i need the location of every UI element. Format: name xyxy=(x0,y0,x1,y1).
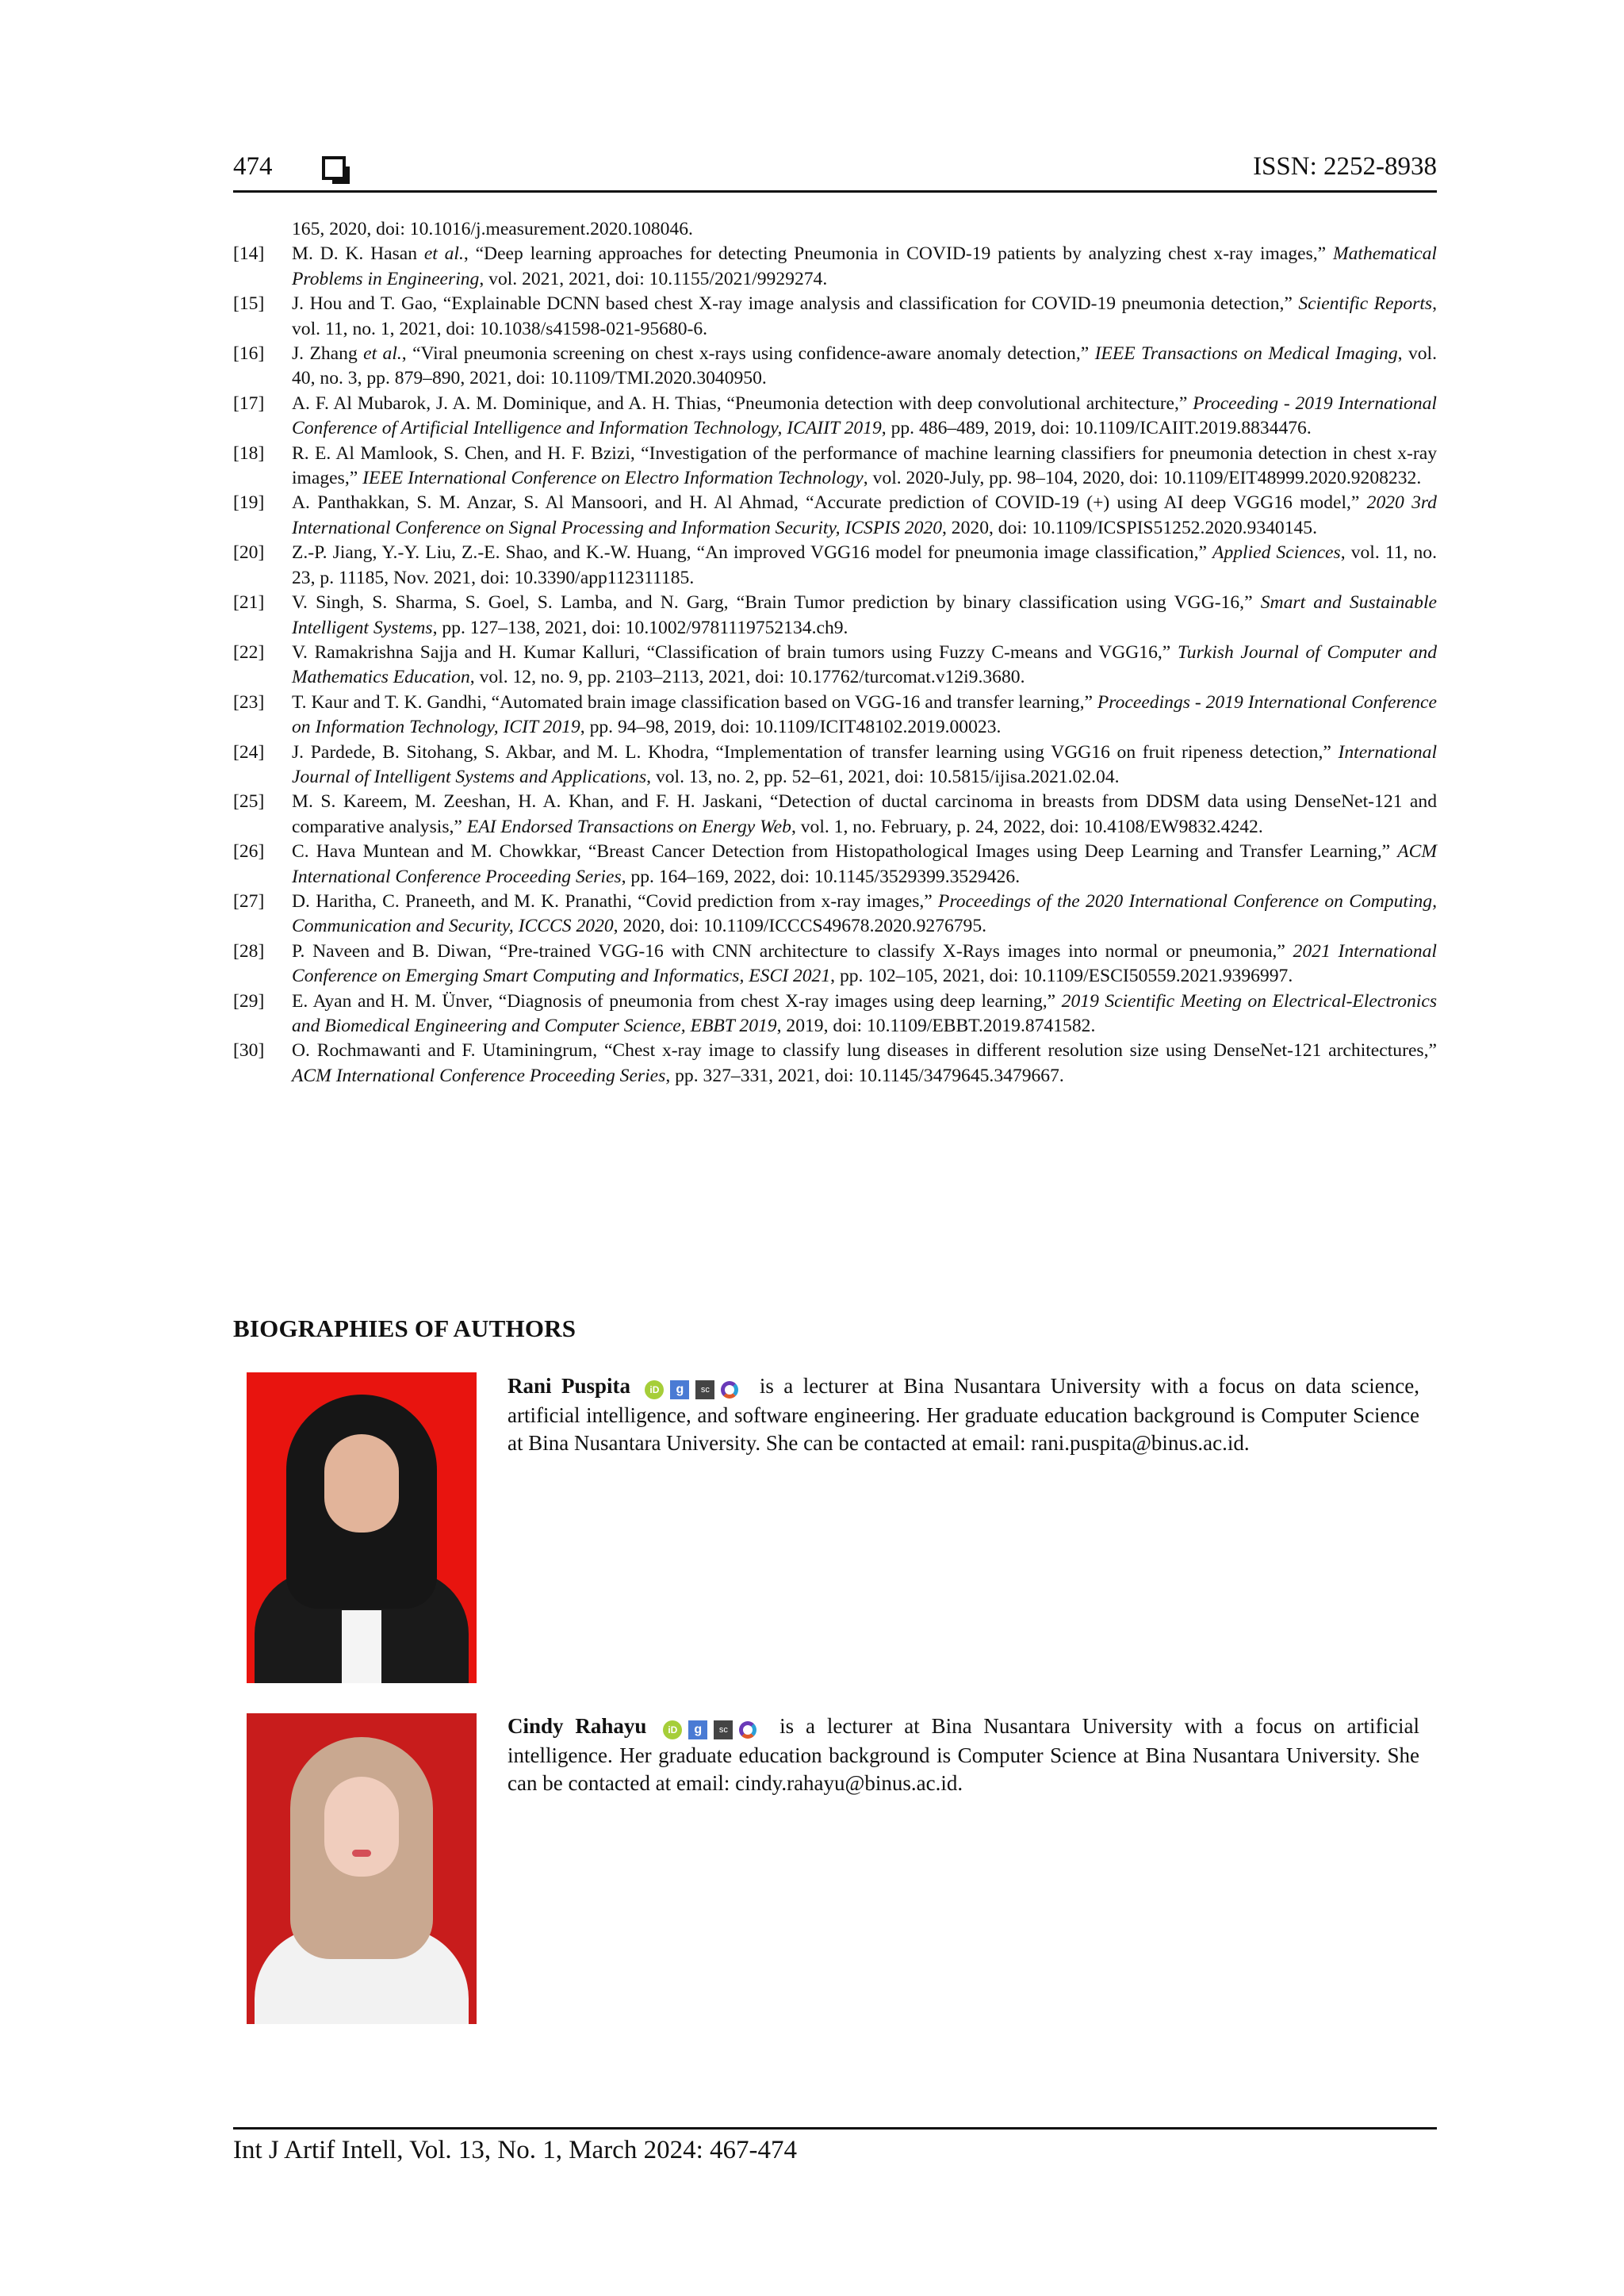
reference-number: [15] xyxy=(233,293,265,315)
reference-number: [21] xyxy=(233,592,265,614)
author-profile-icons xyxy=(645,1375,745,1402)
reference-item xyxy=(233,392,1437,442)
reference-segment: Z.-P. Jiang, Y.-Y. Liu, Z.-E. Shao, and K.-W. Huang, “An improved VGG16 model for pneumonia image classification,” xyxy=(292,542,1213,564)
reference-text xyxy=(292,1039,1437,1089)
reference-item xyxy=(233,591,1437,641)
reference-segment: , vol. 13, no. 2, pp. 52–61, 2021, doi: 10.5815/ijisa.2021.02.04. xyxy=(646,766,1120,787)
reference-venue: Scientific Reports xyxy=(1298,293,1433,315)
reference-text xyxy=(292,242,1437,292)
reference-segment: , 2020, doi: 10.1109/ICCCS49678.2020.9276795. xyxy=(613,916,987,937)
reference-number: [16] xyxy=(233,343,265,365)
footer-rule xyxy=(233,2127,1437,2130)
author-photo-cindy-rahayu xyxy=(247,1713,477,2024)
author-name: Rani Puspita xyxy=(508,1374,630,1398)
publons-icon[interactable] xyxy=(721,1381,738,1399)
issn-label: ISSN: 2252-8938 xyxy=(1253,152,1437,181)
google-scholar-icon[interactable]: g xyxy=(670,1380,689,1399)
reference-segment: J. Hou and T. Gao, “Explainable DCNN based chest X-ray image analysis and classification for COVID-19 pneumonia detection,” xyxy=(292,293,1299,315)
author-bio-rani-puspita xyxy=(508,1372,1419,1456)
reference-item xyxy=(233,1039,1437,1089)
reference-item xyxy=(233,890,1437,939)
reference-venue: 2021 International Conference on Emerging Smart Computing and Informatics, ESCI 2021 xyxy=(292,940,1437,987)
author-bio-text: is a lecturer at Bina Nusantara University with a focus on data science, artificial intelligence, and software engineering. Her graduate education background is Computer Science at Bina Nusantara University. She can be contacted at email: rani.puspita@binus.ac.id. xyxy=(508,1374,1420,1455)
header-rule xyxy=(233,190,1437,193)
reference-segment: R. E. Al Mamlook, S. Chen, and H. F. Bzizi, “Investigation of the performance of machine learning classifiers for pneumonia detection in chest x-ray images,” xyxy=(292,442,1437,489)
reference-segment: E. Ayan and H. M. Ünver, “Diagnosis of pneumonia from chest X-ray images using deep learning,” xyxy=(292,990,1062,1012)
reference-number: [30] xyxy=(233,1040,265,1062)
reference-item xyxy=(233,939,1437,989)
reference-item xyxy=(233,641,1437,691)
author-name: Cindy Rahayu xyxy=(508,1714,647,1738)
reference-segment: , vol. 2021, 2021, doi: 10.1155/2021/9929274. xyxy=(479,268,828,289)
reference-segment: , pp. 94–98, 2019, doi: 10.1109/ICIT48102.2019.00023. xyxy=(580,717,1002,738)
reference-segment: D. Haritha, C. Praneeth, and M. K. Pranathi, “Covid prediction from x-ray images,” xyxy=(292,890,939,912)
reference-venue: IEEE International Conference on Electro Information Technology xyxy=(362,468,864,489)
reference-number: [28] xyxy=(233,940,265,962)
reference-text xyxy=(292,292,1437,342)
reference-number: [20] xyxy=(233,542,265,564)
reference-item xyxy=(233,840,1437,890)
reference-venue: Applied Sciences xyxy=(1212,542,1341,564)
reference-segment: A. F. Al Mubarok, J. A. M. Dominique, and A. H. Thias, “Pneumonia detection with deep convolutional architecture,” xyxy=(292,392,1193,414)
reference-venue: 2019 Scientific Meeting on Electrical-Electronics and Biomedical Engineering and Computer Science, EBBT 2019 xyxy=(292,990,1438,1036)
page-number: 474 xyxy=(233,152,273,181)
reference-text xyxy=(292,491,1437,541)
reference-venue: Turkish Journal of Computer and Mathematics Education xyxy=(292,641,1437,688)
reference-segment: , vol. 11, no. 23, p. 11185, Nov. 2021, doi: 10.3390/app112311185. xyxy=(292,542,1437,588)
reference-segment: , vol. 1, no. February, p. 24, 2022, doi: 10.4108/EW9832.4242. xyxy=(791,816,1263,837)
biographies-heading: BIOGRAPHIES OF AUTHORS xyxy=(233,1314,576,1342)
reference-segment: V. Singh, S. Sharma, S. Goel, S. Lamba, and N. Garg, “Brain Tumor prediction by binary classification using VGG-16,” xyxy=(292,592,1261,614)
author-photo-rani-puspita xyxy=(247,1372,477,1683)
reference-segment: , pp. 164–169, 2022, doi: 10.1145/3529399.3529426. xyxy=(621,866,1021,887)
reference-segment: , vol. 11, no. 1, 2021, doi: 10.1038/s41598-021-95680-6. xyxy=(292,293,1437,339)
reference-item xyxy=(233,242,1437,292)
reference-venue: International Journal of Intelligent Systems and Applications xyxy=(292,741,1437,787)
reference-item xyxy=(233,491,1437,541)
reference-text xyxy=(292,392,1437,442)
reference-segment: , vol. 12, no. 9, pp. 2103–2113, 2021, doi: 10.17762/turcomat.v12i9.3680. xyxy=(469,667,1025,688)
reference-number: [14] xyxy=(233,243,265,265)
reference-item xyxy=(233,442,1437,492)
reference-venue: Smart and Sustainable Intelligent Systems xyxy=(292,592,1437,638)
checkbox-square-icon xyxy=(322,156,346,180)
reference-item xyxy=(233,740,1437,790)
reference-number: [18] xyxy=(233,442,265,464)
reference-segment: O. Rochmawanti and F. Utaminingrum, “Chest x-ray image to classify lung diseases in different resolution size using DenseNet-121 architectures,” xyxy=(292,1040,1437,1062)
reference-segment: V. Ramakrishna Sajja and H. Kumar Kalluri, “Classification of brain tumors using Fuzzy C-means and VGG16,” xyxy=(292,641,1178,663)
reference-segment: , pp. 127–138, 2021, doi: 10.1002/9781119752134.ch9. xyxy=(432,617,848,638)
reference-item xyxy=(233,541,1437,591)
reference-number: [23] xyxy=(233,691,265,713)
reference-text xyxy=(292,641,1437,691)
footer-citation: Int J Artif Intell, Vol. 13, No. 1, March 2024: 467-474 xyxy=(233,2136,797,2164)
reference-item xyxy=(233,989,1437,1039)
reference-item xyxy=(233,790,1437,840)
publons-icon[interactable] xyxy=(739,1721,756,1739)
reference-number: [17] xyxy=(233,392,265,414)
orcid-icon[interactable]: iD xyxy=(645,1380,664,1399)
reference-text xyxy=(292,790,1437,840)
reference-number: [27] xyxy=(233,890,265,912)
reference-venue: 2020 3rd International Conference on Signal Processing and Information Security, ICSPIS 2020 xyxy=(292,492,1437,538)
reference-venue: Proceedings of the 2020 International Conference on Computing, Communication and Security, ICCCS 2020 xyxy=(292,890,1437,937)
reference-text xyxy=(292,342,1437,392)
scopus-icon[interactable]: sc xyxy=(714,1720,733,1739)
orcid-icon[interactable]: iD xyxy=(663,1720,682,1739)
reference-list xyxy=(233,217,1437,1089)
reference-number: [29] xyxy=(233,990,265,1012)
reference-segment: , pp. 486–489, 2019, doi: 10.1109/ICAIIT.2019.8834476. xyxy=(881,418,1312,439)
reference-number: [25] xyxy=(233,791,265,813)
reference-venue: Mathematical Problems in Engineering xyxy=(292,243,1437,289)
reference-item xyxy=(233,342,1437,392)
reference-venue: Proceedings - 2019 International Conference on Information Technology, ICIT 2019 xyxy=(292,691,1437,738)
reference-venue: IEEE Transactions on Medical Imaging xyxy=(1094,343,1398,365)
reference-number: [26] xyxy=(233,841,265,863)
reference-number: [24] xyxy=(233,741,265,763)
reference-segment: , 2020, doi: 10.1109/ICSPIS51252.2020.9340145. xyxy=(942,517,1318,538)
reference-number: [22] xyxy=(233,641,265,663)
reference-segment: A. Panthakkan, S. M. Anzar, S. Al Mansoori, and H. Al Ahmad, “Accurate prediction of COVID-19 (+) using AI deep VGG16 model,” xyxy=(292,492,1367,514)
author-bio-text: is a lecturer at Bina Nusantara University with a focus on artificial intelligence. Her graduate education background is Computer Science at Bina Nusantara University. She can be contacted at email: cindy.rahayu@binus.ac.id. xyxy=(508,1714,1419,1795)
reference-text xyxy=(292,989,1437,1039)
reference-text xyxy=(292,740,1437,790)
reference-venue: et al. xyxy=(363,343,402,365)
reference-segment: , vol. 2020-July, pp. 98–104, 2020, doi: 10.1109/EIT48999.2020.9208232. xyxy=(863,468,1422,489)
reference-venue: EAI Endorsed Transactions on Energy Web xyxy=(466,816,791,837)
reference-venue: et al. xyxy=(423,243,464,265)
reference-segment: P. Naveen and B. Diwan, “Pre-trained VGG-16 with CNN architecture to classify X-Rays images into normal or pneumonia,” xyxy=(292,940,1293,962)
author-profile-icons xyxy=(663,1715,763,1743)
reference-segment: J. Zhang xyxy=(292,343,364,365)
reference-segment: , “Viral pneumonia screening on chest x-rays using confidence-aware anomaly detection,” xyxy=(401,343,1095,365)
reference-item xyxy=(233,292,1437,342)
reference-text xyxy=(292,939,1437,989)
scopus-icon[interactable]: sc xyxy=(695,1380,714,1399)
page-header xyxy=(233,152,1437,187)
reference-continuation: 165, 2020, doi: 10.1016/j.measurement.2020.108046. xyxy=(292,219,693,239)
reference-number: [19] xyxy=(233,492,265,514)
reference-text xyxy=(292,541,1437,591)
reference-segment: J. Pardede, B. Sitohang, S. Akbar, and M. L. Khodra, “Implementation of transfer learning using VGG16 on fruit ripeness detection,” xyxy=(292,741,1339,763)
reference-text xyxy=(292,691,1437,740)
reference-segment: C. Hava Muntean and M. Chowkkar, “Breast Cancer Detection from Histopathological Images using Deep Learning and Transfer Learning,” xyxy=(292,841,1398,863)
reference-segment: , vol. 40, no. 3, pp. 879–890, 2021, doi: 10.1109/TMI.2020.3040950. xyxy=(292,343,1437,389)
reference-venue: Proceeding - 2019 International Conference of Artificial Intelligence and Information Technology, ICAIIT 2019 xyxy=(292,392,1437,439)
reference-segment: , pp. 327–331, 2021, doi: 10.1145/3479645.3479667. xyxy=(665,1065,1064,1086)
reference-segment: M. S. Kareem, M. Zeeshan, H. A. Khan, and F. H. Jaskani, “Detection of ductal carcinoma in breasts from DDSM data using DenseNet-121 and comparative analysis,” xyxy=(292,791,1437,837)
reference-segment: M. D. K. Hasan xyxy=(292,243,424,265)
reference-segment: , pp. 102–105, 2021, doi: 10.1109/ESCI50559.2021.9396997. xyxy=(830,966,1293,987)
google-scholar-icon[interactable]: g xyxy=(688,1720,707,1739)
reference-segment: , “Deep learning approaches for detecting Pneumonia in COVID-19 patients by analyzing chest x-ray images,” xyxy=(463,243,1333,265)
reference-text xyxy=(292,591,1437,641)
reference-venue: ACM International Conference Proceeding Series xyxy=(292,841,1437,887)
reference-item xyxy=(233,691,1437,740)
reference-segment: T. Kaur and T. K. Gandhi, “Automated brain image classification based on VGG-16 and transfer learning,” xyxy=(292,691,1097,713)
reference-text xyxy=(292,442,1437,492)
reference-text xyxy=(292,890,1437,939)
author-bio-cindy-rahayu xyxy=(508,1712,1419,1797)
reference-segment: , 2019, doi: 10.1109/EBBT.2019.8741582. xyxy=(776,1016,1096,1036)
reference-text xyxy=(292,840,1437,890)
reference-venue: ACM International Conference Proceeding Series xyxy=(292,1065,666,1086)
